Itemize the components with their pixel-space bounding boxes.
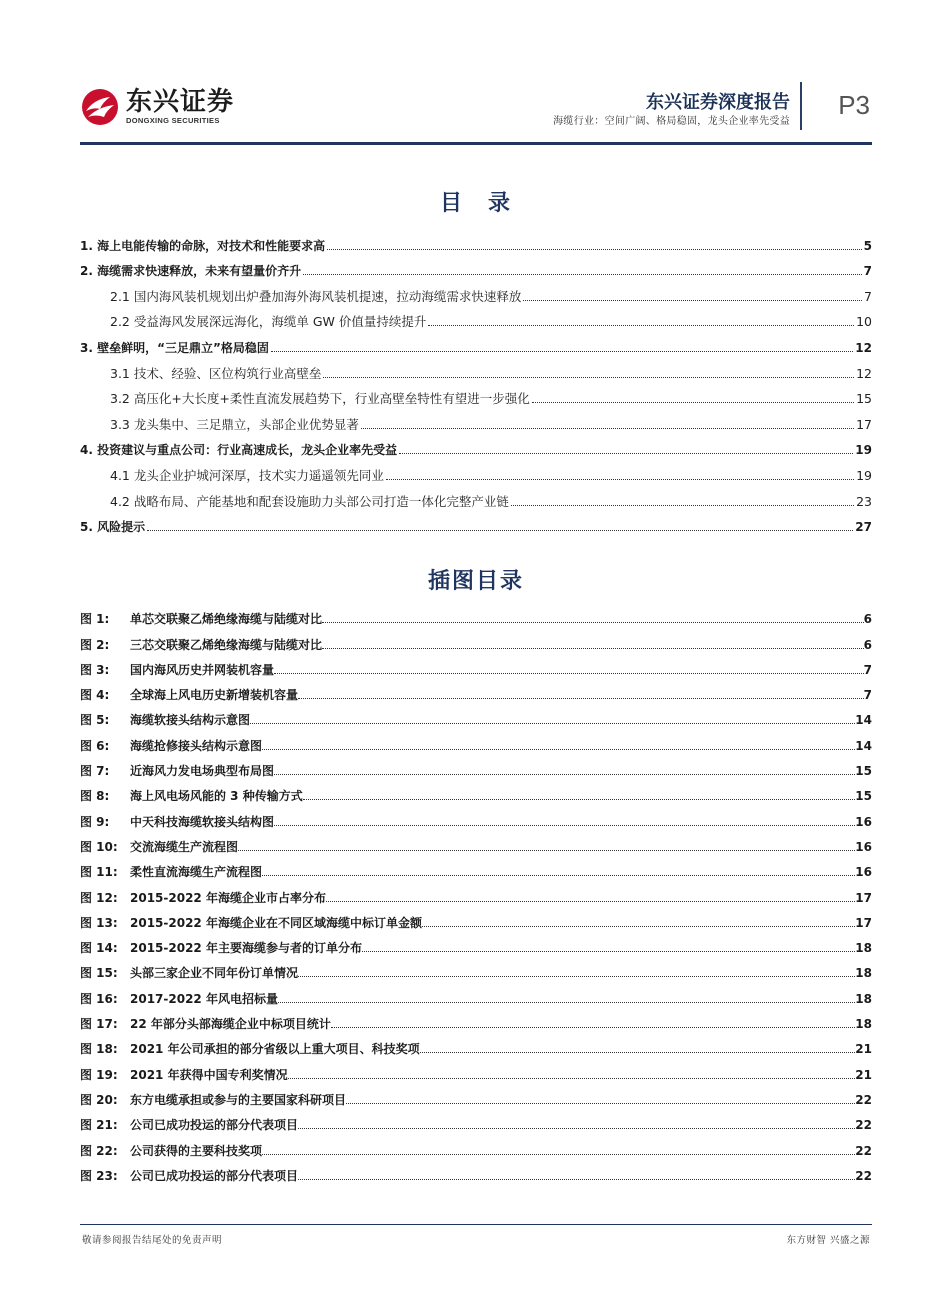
figure-page: 16 xyxy=(855,814,872,829)
figure-number: 图 6: xyxy=(80,738,110,753)
toc-entry[interactable] xyxy=(80,278,872,304)
figure-page: 14 xyxy=(855,713,872,728)
dot-leader xyxy=(322,622,864,623)
toc-entry[interactable] xyxy=(80,329,872,355)
figure-entry[interactable] xyxy=(80,930,872,955)
dot-leader xyxy=(532,402,854,403)
figure-number: 图 10: xyxy=(80,839,118,854)
figure-page: 16 xyxy=(855,865,872,880)
dot-leader xyxy=(298,698,864,699)
toc-entry-text: 3.3 龙头集中、三足鼎立，头部企业优势显著 xyxy=(110,416,359,432)
toc-entry[interactable] xyxy=(80,406,872,432)
figure-number: 图 16: xyxy=(80,991,118,1006)
figure-entry[interactable] xyxy=(80,879,872,904)
figure-page: 18 xyxy=(855,966,872,981)
figure-number: 图 17: xyxy=(80,1017,118,1032)
figure-page: 18 xyxy=(855,991,872,1006)
figure-number: 图 21: xyxy=(80,1118,118,1133)
figure-number: 图 19: xyxy=(80,1067,118,1082)
figure-page: 21 xyxy=(855,1042,872,1057)
dot-leader xyxy=(147,530,853,531)
figure-caption: 2015-2022 年海缆企业市占率分布 xyxy=(130,890,326,905)
dot-leader xyxy=(327,249,862,250)
figure-caption: 2021 年获得中国专利奖情况 xyxy=(130,1067,288,1082)
toc-entry[interactable] xyxy=(80,457,872,483)
dongxing-logo-icon xyxy=(80,87,120,127)
dot-leader xyxy=(298,976,855,977)
footer-disclaimer: 敬请参阅报告结尾处的免责声明 xyxy=(82,1235,223,1246)
dot-leader xyxy=(303,274,862,275)
figure-page: 17 xyxy=(855,915,872,930)
figure-caption: 海缆软接头结构示意图 xyxy=(130,713,251,728)
dot-leader xyxy=(274,825,855,826)
figure-caption: 2017-2022 年风电招标量 xyxy=(130,991,278,1006)
figure-number: 图 5: xyxy=(80,713,110,728)
figure-entry[interactable] xyxy=(80,1107,872,1132)
figure-entry[interactable] xyxy=(80,905,872,930)
toc-entry-page: 17 xyxy=(856,416,872,432)
toc-entry-page: 15 xyxy=(856,391,872,407)
figure-page: 15 xyxy=(855,789,872,804)
figure-page: 21 xyxy=(855,1067,872,1082)
dot-leader xyxy=(346,1103,855,1104)
figure-number: 图 11: xyxy=(80,865,118,880)
figure-page: 18 xyxy=(855,1017,872,1032)
figure-entry[interactable] xyxy=(80,601,872,626)
dot-leader xyxy=(271,351,853,352)
toc-entry-text: 1. 海上电能传输的命脉，对技术和性能要求高 xyxy=(80,238,326,253)
toc-entry[interactable] xyxy=(80,355,872,381)
figure-entry[interactable] xyxy=(80,753,872,778)
figure-entry[interactable] xyxy=(80,1031,872,1056)
figure-number: 图 8: xyxy=(80,789,110,804)
figure-caption: 海缆抢修接头结构示意图 xyxy=(130,738,263,753)
page-number: P3 xyxy=(838,90,870,120)
toc-entry-text: 3.1 技术、经验、区位构筑行业高壁垒 xyxy=(110,365,322,381)
figure-page: 17 xyxy=(855,890,872,905)
figure-page: 22 xyxy=(855,1118,872,1133)
figure-caption: 三芯交联聚乙烯绝缘海缆与陆缆对比 xyxy=(130,637,323,652)
dot-leader xyxy=(274,774,855,775)
dot-leader xyxy=(422,926,855,927)
figure-number: 图 3: xyxy=(80,662,110,677)
report-subtitle: 海缆行业：空间广阔、格局稳固，龙头企业率先受益 xyxy=(553,116,790,127)
figure-entry[interactable] xyxy=(80,1006,872,1031)
figure-page: 22 xyxy=(855,1092,872,1107)
toc-entry-page: 12 xyxy=(855,340,872,355)
figure-entry[interactable] xyxy=(80,677,872,702)
toc-list xyxy=(80,227,872,534)
figure-entry[interactable] xyxy=(80,980,872,1005)
figure-caption: 柔性直流海缆生产流程图 xyxy=(130,865,263,880)
figure-entry[interactable] xyxy=(80,1082,872,1107)
dot-leader xyxy=(262,749,855,750)
dot-leader xyxy=(298,1179,855,1180)
figure-number: 图 18: xyxy=(80,1042,118,1057)
toc-entry[interactable] xyxy=(80,483,872,509)
report-title: 东兴证券深度报告 xyxy=(646,92,790,113)
figure-caption: 公司已成功投运的部分代表项目 xyxy=(130,1118,299,1133)
figure-list-title: 插图目录 xyxy=(427,569,524,594)
dot-leader xyxy=(278,1002,855,1003)
toc-entry-text: 4. 投资建议与重点公司：行业高速成长，龙头企业率先受益 xyxy=(80,443,398,458)
page-header xyxy=(80,78,872,144)
figure-page: 7 xyxy=(863,662,872,677)
toc-entry[interactable] xyxy=(80,253,872,279)
figure-number: 图 23: xyxy=(80,1168,118,1183)
toc-entry-page: 7 xyxy=(864,288,872,304)
logo-name-cn: 东兴证券 xyxy=(126,87,235,117)
dot-leader xyxy=(288,1078,856,1079)
footer-rule xyxy=(80,1224,872,1225)
figure-number: 图 15: xyxy=(80,966,118,981)
figure-caption: 22 年部分头部海缆企业中标项目统计 xyxy=(130,1017,331,1032)
figure-caption: 单芯交联聚乙烯绝缘海缆与陆缆对比 xyxy=(130,612,323,627)
dot-leader xyxy=(323,377,854,378)
figure-entry[interactable] xyxy=(80,626,872,651)
toc-entry[interactable] xyxy=(80,304,872,330)
figure-page: 18 xyxy=(855,941,872,956)
dot-leader xyxy=(386,479,854,480)
figure-entry[interactable] xyxy=(80,1056,872,1081)
figure-page: 16 xyxy=(855,839,872,854)
toc-entry-text: 3. 壁垒鲜明，“三足鼎立”格局稳固 xyxy=(80,340,269,355)
figure-number: 图 2: xyxy=(80,637,110,652)
dot-leader xyxy=(331,1027,855,1028)
figure-page: 22 xyxy=(855,1143,872,1158)
toc-entry-text: 3.2 高压化+大长度+柔性直流发展趋势下，行业高壁垒特性有望进一步强化 xyxy=(110,391,530,407)
figure-entry[interactable] xyxy=(80,1158,872,1183)
figure-list xyxy=(80,601,872,1183)
figure-entry[interactable] xyxy=(80,803,872,828)
figure-entry[interactable] xyxy=(80,702,872,727)
figure-entry[interactable] xyxy=(80,1132,872,1157)
figure-entry[interactable] xyxy=(80,727,872,752)
figure-caption: 公司获得的主要科技奖项 xyxy=(130,1143,263,1158)
dot-leader xyxy=(262,875,855,876)
dot-leader xyxy=(511,505,854,506)
figure-number: 图 9: xyxy=(80,814,110,829)
figure-page: 6 xyxy=(863,612,872,627)
logo-name-en: DONGXING SECURITIES xyxy=(126,116,220,125)
toc-entry-text: 4.1 龙头企业护城河深厚，技术实力遥遥领先同业 xyxy=(110,467,384,483)
figure-page: 7 xyxy=(863,688,872,703)
toc-entry-page: 19 xyxy=(856,467,872,483)
figure-caption: 公司已成功投运的部分代表项目 xyxy=(130,1168,299,1183)
dot-leader xyxy=(274,673,864,674)
dot-leader xyxy=(298,1128,855,1129)
figure-number: 图 22: xyxy=(80,1143,118,1158)
toc-entry[interactable] xyxy=(80,227,872,253)
toc-entry-text: 4.2 战略布局、产能基地和配套设施助力头部公司打造一体化完整产业链 xyxy=(110,493,509,509)
toc-entry-text: 2. 海缆需求快速释放，未来有望量价齐升 xyxy=(80,264,302,279)
figure-number: 图 12: xyxy=(80,890,118,905)
dot-leader xyxy=(362,951,855,952)
toc-entry-page: 27 xyxy=(855,520,872,535)
figure-caption: 全球海上风电历史新增装机容量 xyxy=(130,688,299,703)
header-rule xyxy=(80,142,872,145)
figure-number: 图 1: xyxy=(80,612,110,627)
figure-page: 22 xyxy=(855,1168,872,1183)
company-logo xyxy=(80,84,234,130)
toc-entry-page: 19 xyxy=(855,443,872,458)
toc-entry-page: 5 xyxy=(863,238,872,253)
toc-entry[interactable] xyxy=(80,432,872,458)
figure-page: 6 xyxy=(863,637,872,652)
figure-entry[interactable] xyxy=(80,955,872,980)
toc-entry-page: 12 xyxy=(856,365,872,381)
figure-caption: 2015-2022 年主要海缆参与者的订单分布 xyxy=(130,941,362,956)
figure-number: 图 4: xyxy=(80,688,110,703)
dot-leader xyxy=(399,453,853,454)
figure-number: 图 7: xyxy=(80,764,110,779)
toc-entry-text: 2.1 国内海风装机规划出炉叠加海外海风装机提速，拉动海缆需求快速释放 xyxy=(110,288,522,304)
toc-title: 目 录 xyxy=(439,191,512,216)
figure-caption: 海上风电场风能的 3 种传输方式 xyxy=(130,789,303,804)
toc-entry[interactable] xyxy=(80,509,872,535)
toc-entry-page: 10 xyxy=(856,314,872,330)
figure-number: 图 14: xyxy=(80,941,118,956)
figure-caption: 东方电缆承担或参与的主要国家科研项目 xyxy=(130,1092,347,1107)
figure-caption: 头部三家企业不同年份订单情况 xyxy=(130,966,299,981)
figure-caption: 2015-2022 年海缆企业在不同区域海缆中标订单金额 xyxy=(130,915,422,930)
dot-leader xyxy=(326,901,855,902)
dot-leader xyxy=(428,325,854,326)
figure-entry[interactable] xyxy=(80,778,872,803)
toc-entry-text: 2.2 受益海风发展深远海化，海缆单 GW 价值量持续提升 xyxy=(110,314,427,330)
toc-entry-text: 5. 风险提示 xyxy=(80,520,146,535)
dot-leader xyxy=(303,799,856,800)
figure-caption: 国内海风历史并网装机容量 xyxy=(130,662,275,677)
dot-leader xyxy=(262,1154,855,1155)
dot-leader xyxy=(322,648,864,649)
figure-caption: 中天科技海缆软接头结构图 xyxy=(130,814,275,829)
toc-entry-page: 7 xyxy=(863,264,872,279)
header-divider xyxy=(800,82,802,130)
figure-number: 图 13: xyxy=(80,915,118,930)
figure-page: 14 xyxy=(855,738,872,753)
figure-entry[interactable] xyxy=(80,652,872,677)
dot-leader xyxy=(250,723,855,724)
dot-leader xyxy=(361,428,854,429)
figure-caption: 交流海缆生产流程图 xyxy=(130,839,239,854)
footer-slogan: 东方财智 兴盛之源 xyxy=(786,1235,870,1246)
figure-caption: 2021 年公司承担的部分省级以上重大项目、科技奖项 xyxy=(130,1042,420,1057)
figure-number: 图 20: xyxy=(80,1092,118,1107)
dot-leader xyxy=(523,300,862,301)
dot-leader xyxy=(238,850,855,851)
figure-entry[interactable] xyxy=(80,829,872,854)
dot-leader xyxy=(420,1052,856,1053)
figure-entry[interactable] xyxy=(80,854,872,879)
figure-caption: 近海风力发电场典型布局图 xyxy=(130,764,275,779)
toc-entry-page: 23 xyxy=(856,493,872,509)
toc-entry[interactable] xyxy=(80,381,872,407)
figure-page: 15 xyxy=(855,764,872,779)
